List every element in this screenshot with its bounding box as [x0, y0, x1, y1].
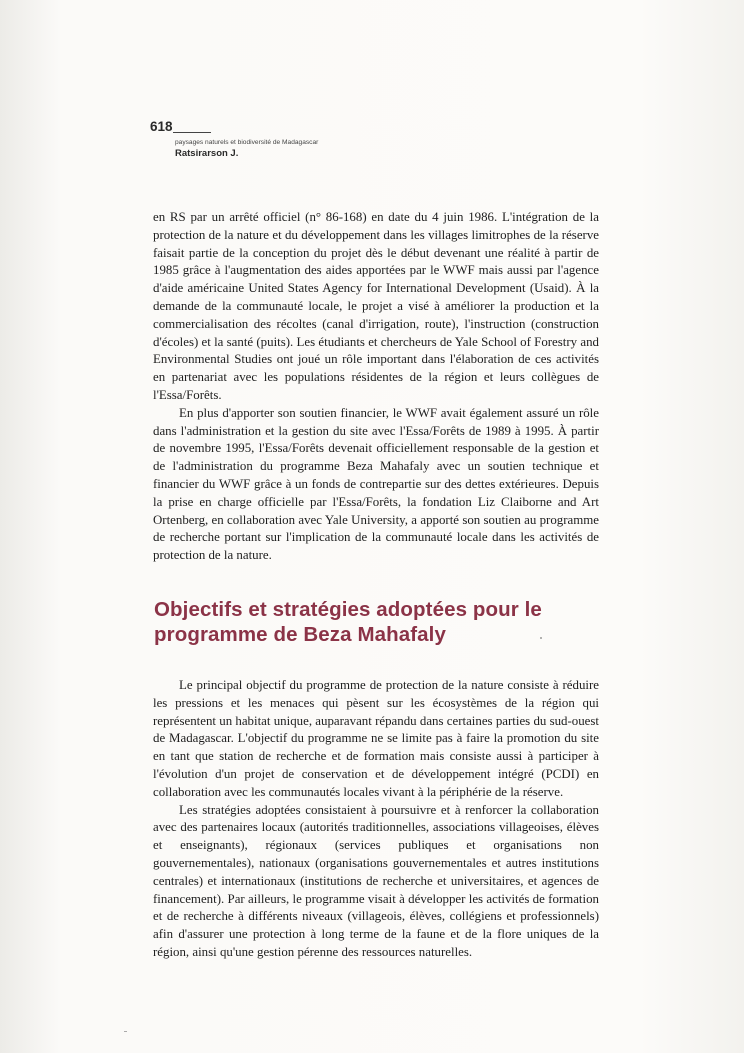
print-speck — [540, 637, 542, 639]
series-title: paysages naturels et biodiversité de Madagascar — [175, 139, 319, 146]
paragraph: Les stratégies adoptées consistaient à poursuivre et à renforcer la collaboration avec des partenaires locaux (autorités traditionnelles, associations villageoises, élèves et enseignants), régionaux (services publiques et organisations non gouvernementales), nationaux (organisations gouvernementales et autres institutions centrales) et internationaux (institutions de recherche et universitaires, et agences de financement). Par ailleurs, le programme visait à développer les activités de formation et de recherche à différents niveaux (villageois, élèves, collégiens et professionnels) afin d'assurer une protection à long terme de la faune et de la flore uniques de la région, ainsi qu'une gestion pérenne des ressources naturelles. — [153, 802, 599, 959]
margin-mark — [124, 1031, 127, 1032]
body-section-intro — [153, 209, 599, 565]
section-heading: Objectifs et stratégies adoptées pour le programme de Beza Mahafaly — [154, 598, 542, 646]
paragraph: en RS par un arrêté officiel (n° 86-168) en date du 4 juin 1986. L'intégration de la protection de la nature et du développement dans les villages limitrophes de la réserve faisait partie de la conception du projet dès le début devenant une réalité à partir de 1985 grâce à l'augmentation des aides apportées par le WWF mais aussi par l'agence d'aide américaine United States Agency for International Development (Usaid). À la demande de la communauté locale, le projet a visé à améliorer la production et la commercialisation des récoltes (canal d'irrigation, route), l'instruction (construction d'écoles) et la santé (puits). Les étudiants et chercheurs de Yale School of Forestry and Environmental Studies ont joué un rôle important dans l'élaboration de ces activités en partenariat avec les populations résidentes de la région et leurs collègues de l'Essa/Forêts. — [153, 210, 599, 402]
page-number-line — [150, 118, 630, 136]
page-number: 618 — [150, 119, 173, 134]
paragraph: En plus d'apporter son soutien financier, le WWF avait également assuré un rôle dans l'administration et la gestion du site avec l'Essa/Forêts de 1989 à 1995. À partir de novembre 1995, l'Essa/Forêts devenait officiellement responsable de la gestion et de l'administration du programme Beza Mahafaly avec un soutien technique et financier du WWF grâce à un fonds de contrepartie sur des dettes extérieures. Depuis la prise en charge officielle par l'Essa/Forêts, la fondation Liz Claiborne and Art Ortenberg, en collaboration avec Yale University, a apporté son soutien au programme de recherche portant sur l'implication de la communauté locale dans les activités de protection de la nature. — [153, 405, 599, 563]
running-header — [150, 118, 630, 159]
author-name: Ratsirarson J. — [175, 148, 239, 159]
paragraph: Le principal objectif du programme de protection de la nature consiste à réduire les pressions et les menaces qui pèsent sur les écosystèmes de la région qui représentent un habitat unique, auparavant répandu dans certaines parties du sud-ouest de Madagascar. L'objectif du programme ne se limite pas à faire la promotion du site en tant que station de recherche et de formation mais consiste aussi à participer à l'évolution d'un projet de conservation et de développement intégré (PCDI) en collaboration avec les communautés locales vivant à la périphérie de la réserve. — [153, 678, 599, 799]
header-rule — [173, 132, 211, 133]
body-section-objectives — [153, 677, 599, 962]
